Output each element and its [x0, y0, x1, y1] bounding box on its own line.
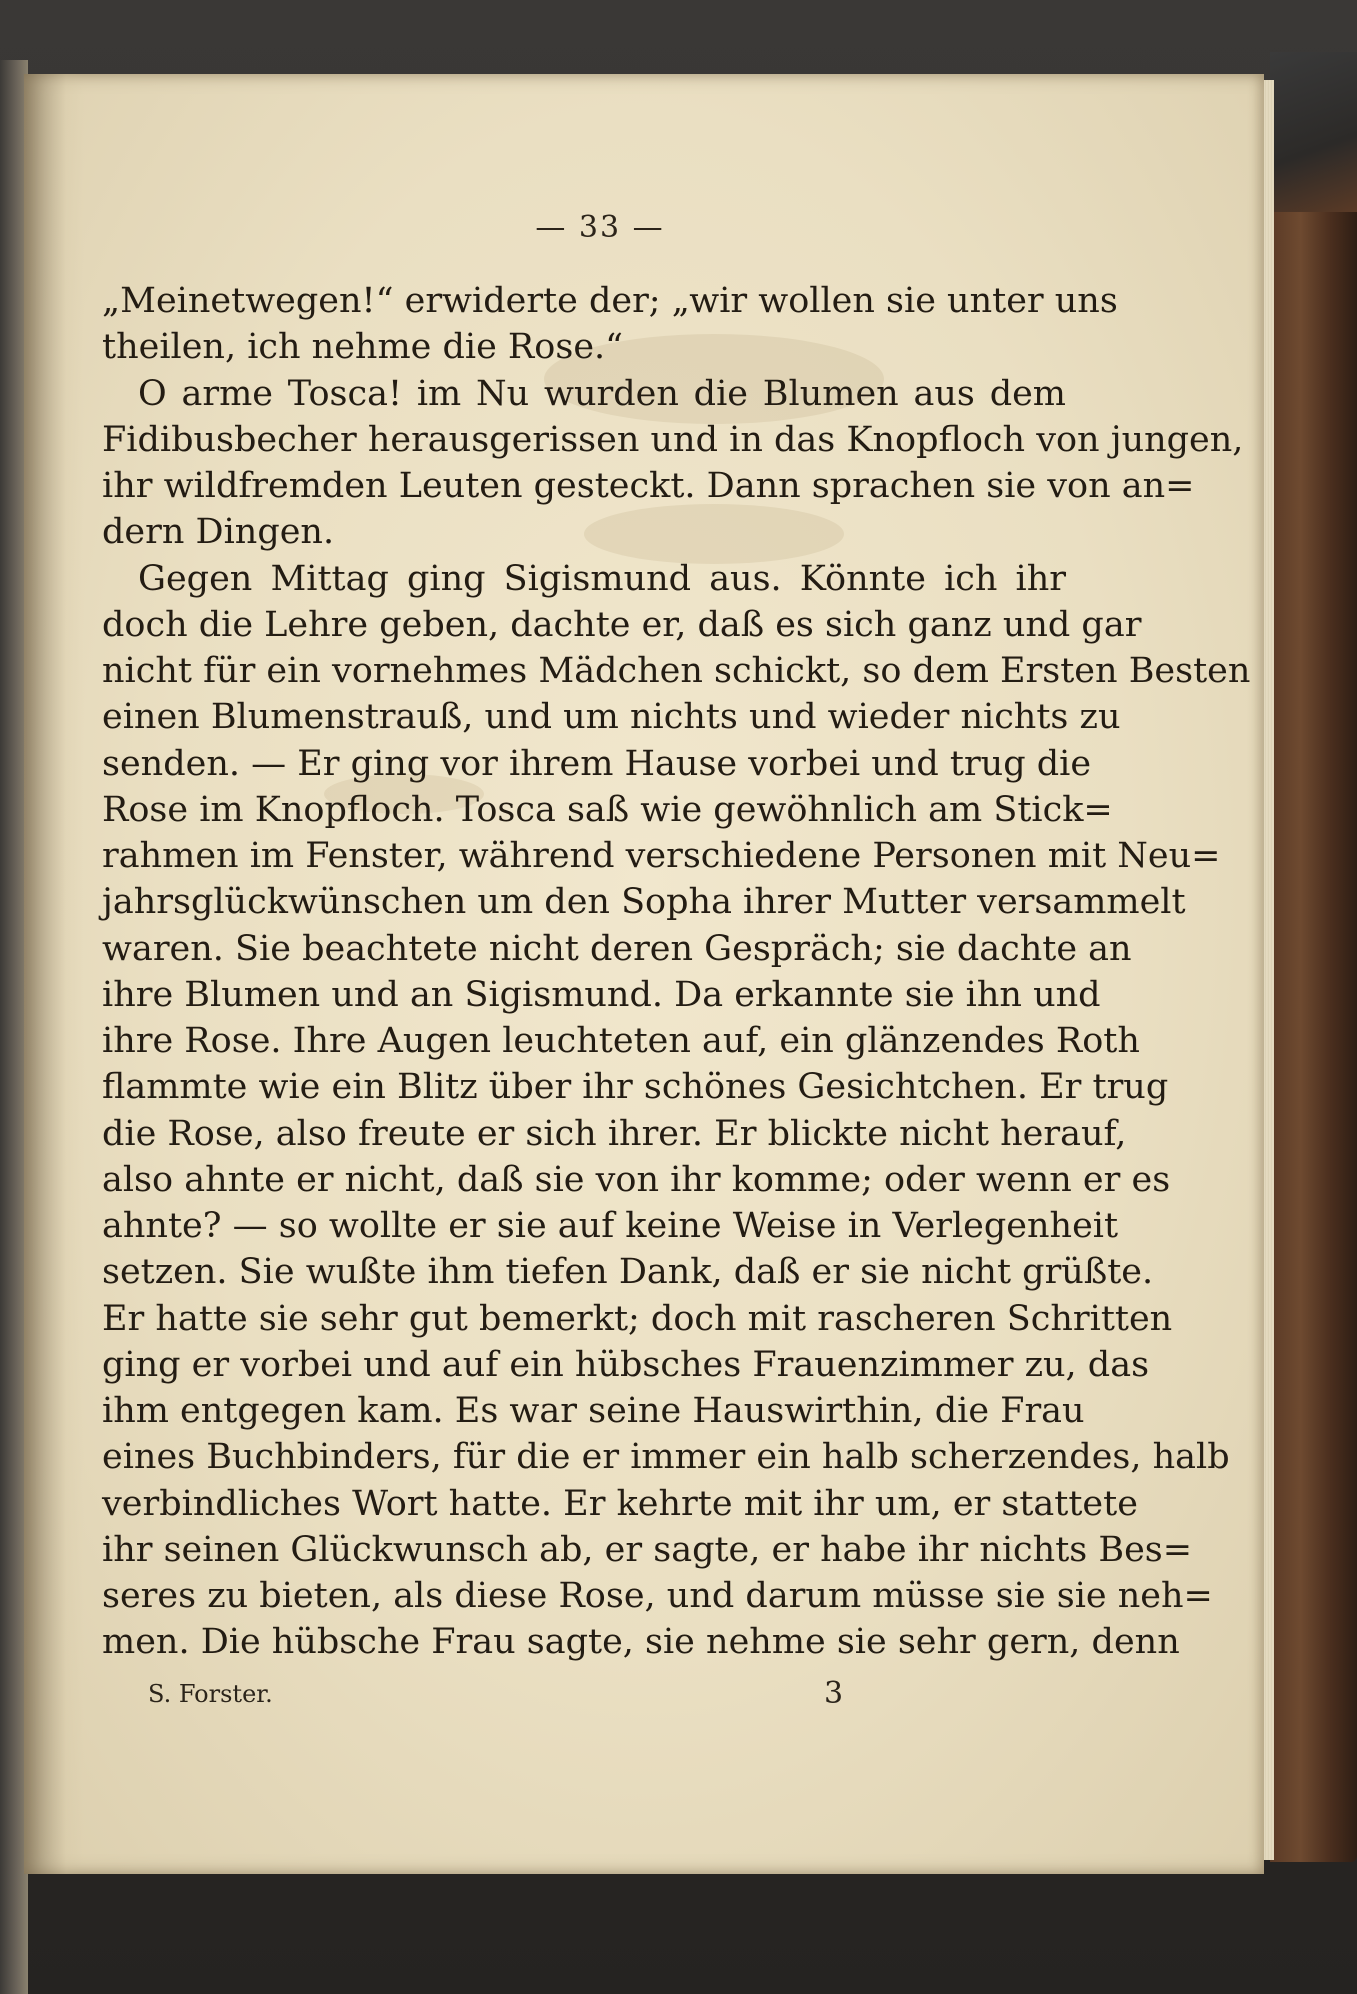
text-line: ahnte? — so wollte er sie auf keine Weise in Verlegenheit [102, 1206, 1119, 1246]
book-cover-edge [1270, 52, 1357, 1862]
text-line: verbindliches Wort hatte. Er kehrte mit ihr um, er stattete [102, 1483, 1138, 1524]
text-line: rahmen im Fenster, während verschiedene Personen mit Neu= [102, 836, 1221, 876]
text-line: senden. — Er ging vor ihrem Hause vorbei und trug die [102, 743, 1092, 784]
text-line: einen Blumenstrauß, und um nichts und wieder nichts zu [102, 697, 1121, 738]
signature-number: 3 [824, 1676, 844, 1711]
book-cover-corner [1270, 52, 1357, 212]
text-line: jahrsglückwünschen um den Sopha ihrer Mutter versammelt [102, 882, 1186, 923]
text-line: „Meinetwegen!“ erwiderte der; „wir wollen sie unter uns [102, 281, 1118, 321]
text-line: Gegen Mittag ging Sigismund aus. Könnte ich ihr [138, 558, 1066, 599]
text-line: nicht für ein vornehmes Mädchen schickt, so dem Ersten Besten [102, 651, 1251, 691]
text-line: also ahnte er nicht, daß sie von ihr komme; oder wenn er es [102, 1159, 1171, 1200]
page-number-header: — 33 — [535, 210, 665, 245]
text-line: Er hatte sie sehr gut bemerkt; doch mit rascheren Schritten [102, 1298, 1173, 1339]
text-line: dern Dingen. [102, 512, 335, 553]
text-line: ihr wildfremden Leuten gesteckt. Dann sprachen sie von an= [102, 466, 1195, 506]
text-line: Rose im Knopfloch. Tosca saß wie gewöhnlich am Stick= [102, 789, 1113, 830]
text-line: eines Buchbinders, für die er immer ein halb scherzendes, halb [102, 1437, 1230, 1478]
page-gutter-shadow [24, 74, 84, 1874]
text-line: flammte wie ein Blitz über ihr schönes Gesichtchen. Er trug [102, 1067, 1169, 1108]
author-signature-mark: S. Forster. [148, 1680, 273, 1708]
text-line: setzen. Sie wußte ihm tiefen Dank, daß er sie nicht grüßte. [102, 1252, 1154, 1293]
body-text [102, 278, 1251, 1666]
text-line: ihre Rose. Ihre Augen leuchteten auf, ein glänzendes Roth [102, 1021, 1140, 1061]
text-line: waren. Sie beachtete nicht deren Gespräch; sie dachte an [102, 928, 1132, 969]
text-line: ging er vorbei und auf ein hübsches Frauenzimmer zu, das [102, 1344, 1150, 1385]
text-line: men. Die hübsche Frau sagte, sie nehme sie sehr gern, denn [102, 1622, 1180, 1663]
text-line: ihre Blumen und an Sigismund. Da erkannte sie ihn und [102, 974, 1101, 1015]
text-line: ihm entgegen kam. Es war seine Hauswirthin, die Frau [102, 1391, 1085, 1431]
text-line: seres zu bieten, als diese Rose, und darum müsse sie sie neh= [102, 1576, 1213, 1616]
text-line: theilen, ich nehme die Rose.“ [102, 327, 624, 368]
text-line: Fidibusbecher herausgerissen und in das Knopfloch von jungen, [102, 419, 1244, 460]
text-line: ihr seinen Glückwunsch ab, er sagte, er habe ihr nichts Bes= [102, 1529, 1193, 1570]
text-line: O arme Tosca! im Nu wurden die Blumen aus dem [138, 373, 1066, 414]
text-line: die Rose, also freute er sich ihrer. Er blickte nicht herauf, [102, 1113, 1127, 1154]
text-line: doch die Lehre geben, dachte er, daß es sich ganz und gar [102, 604, 1142, 645]
